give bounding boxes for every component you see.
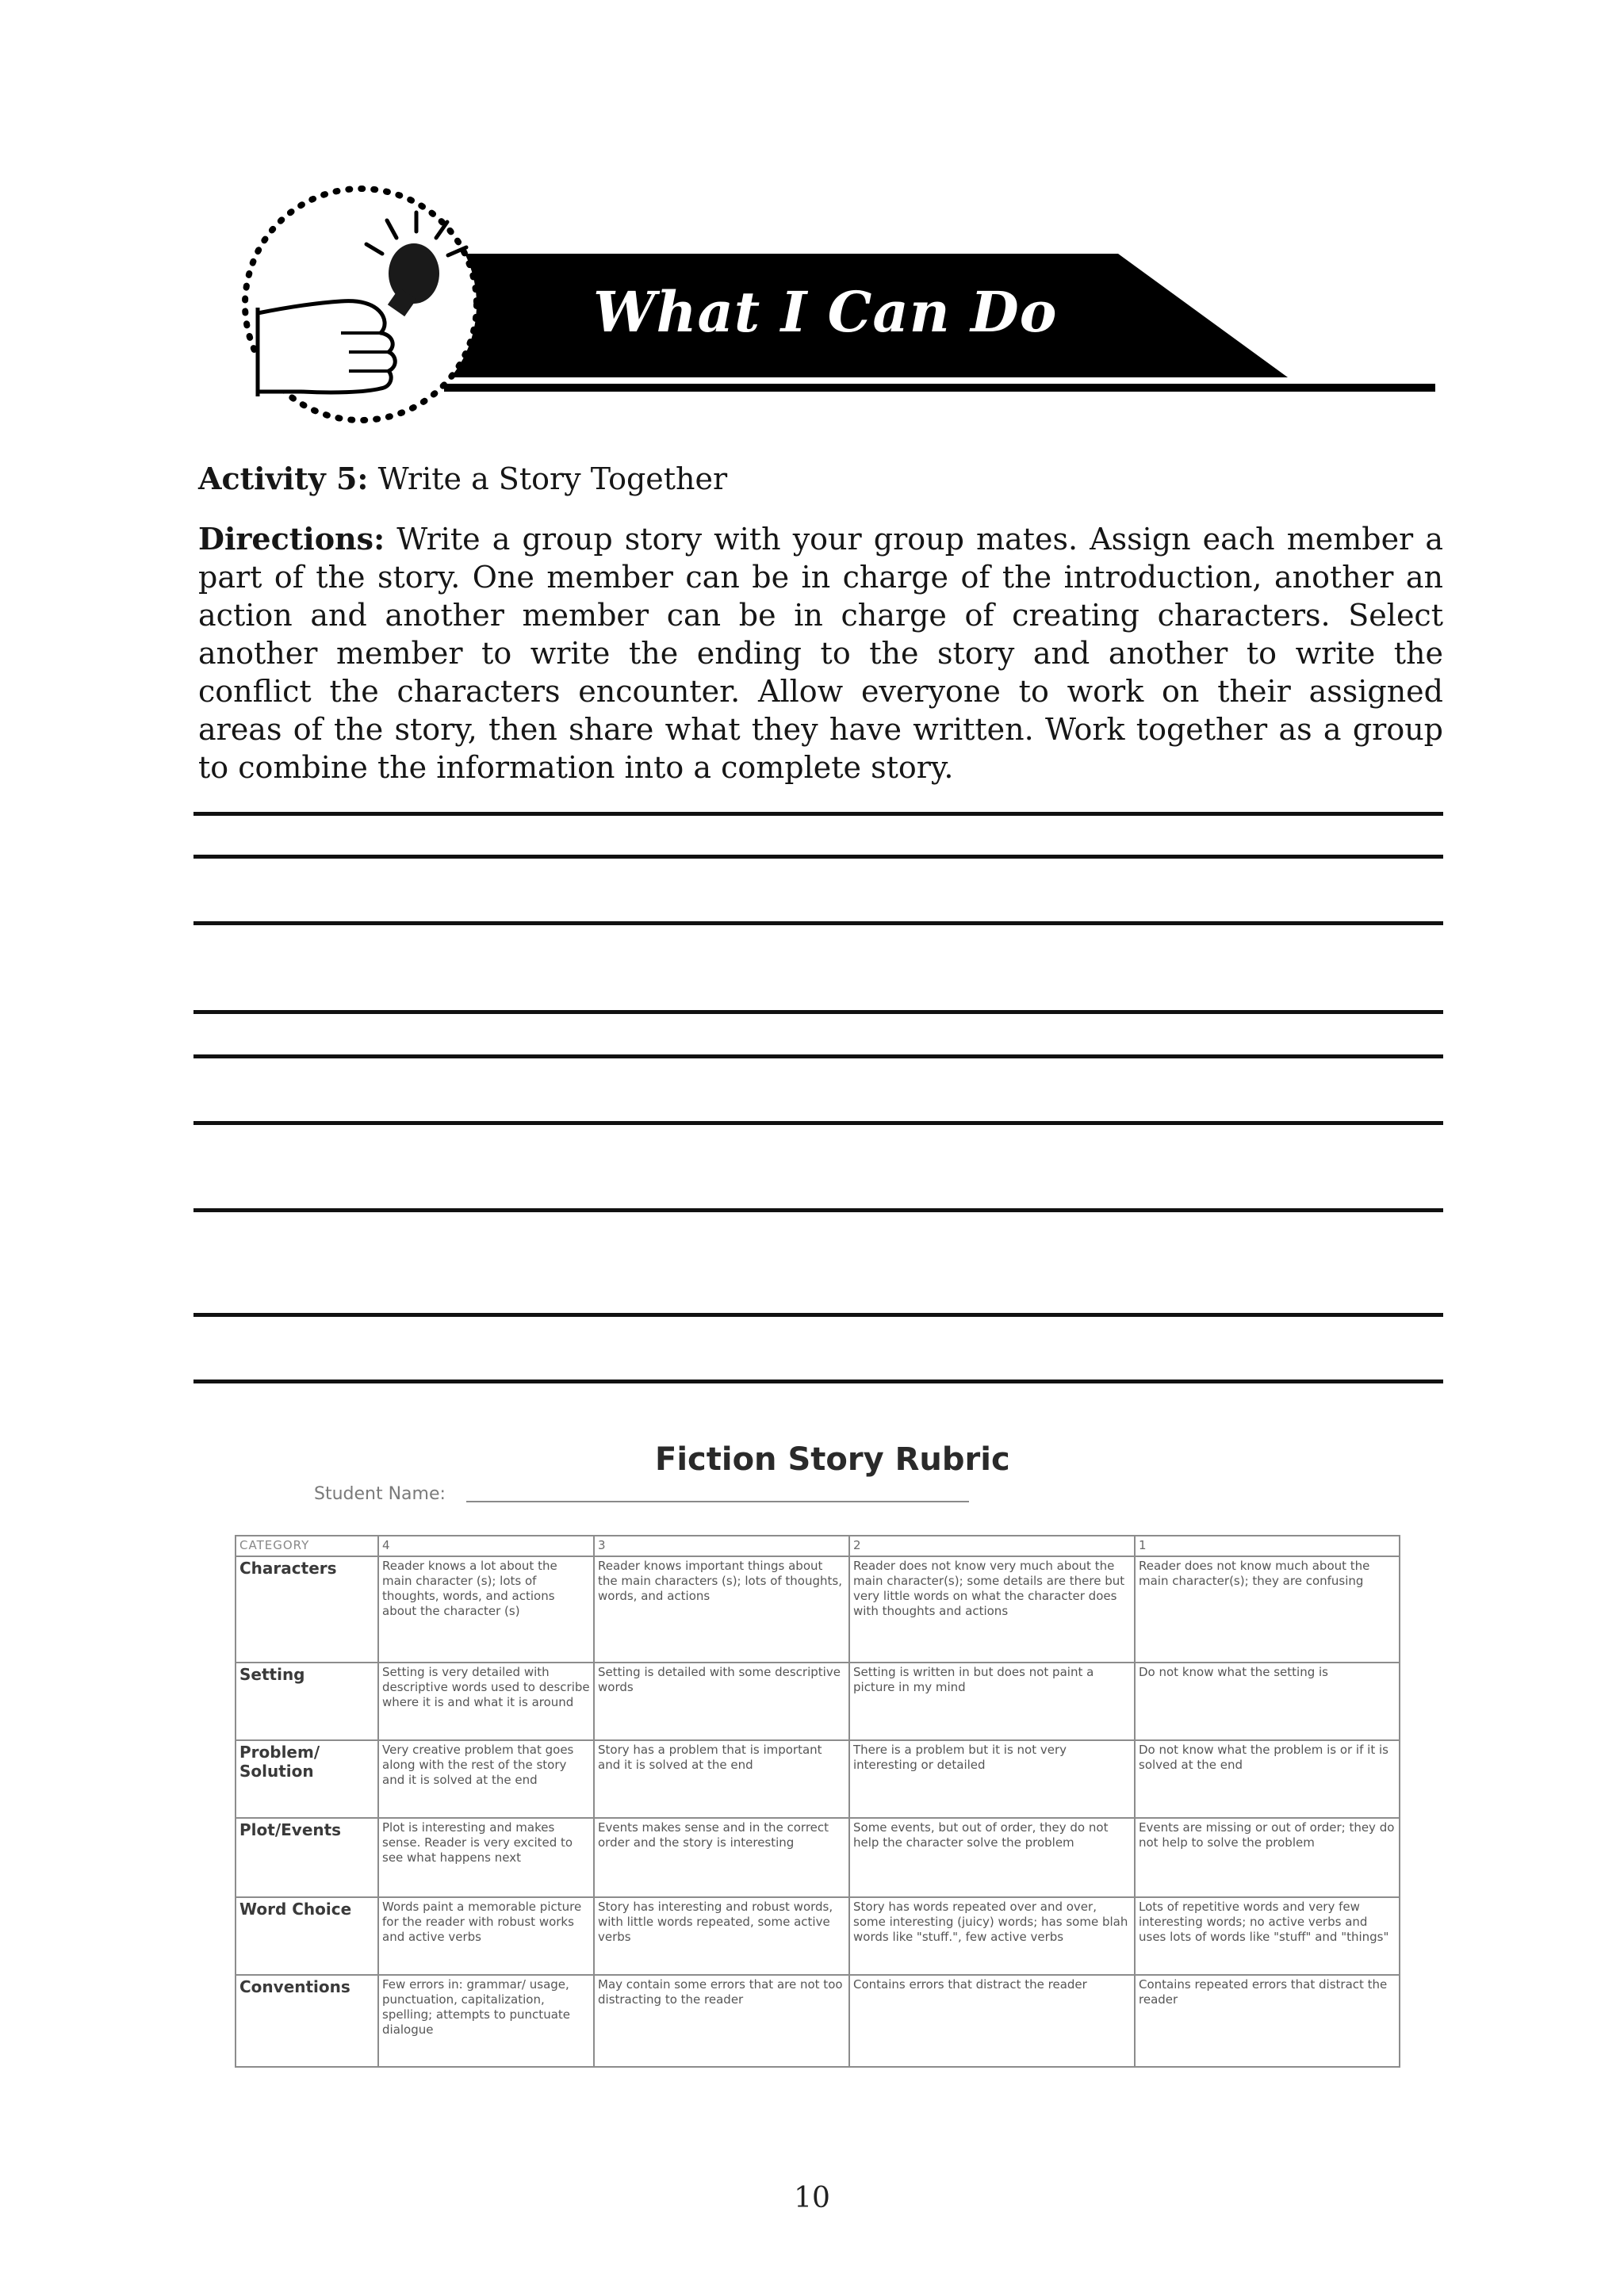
- activity-title: Write a Story Together: [377, 461, 728, 496]
- rubric-cell: Few errors in: grammar/ usage, punctuation, capitalization, spelling; attempts to punctuate dialogue: [378, 1975, 594, 2067]
- header-cell: 2: [849, 1536, 1135, 1556]
- header-banner: [0, 0, 1624, 444]
- rubric-cell: Events makes sense and in the correct order and the story is interesting: [594, 1818, 849, 1897]
- category-cell: Setting: [236, 1663, 378, 1740]
- rubric-cell: Words paint a memorable picture for the reader with robust works and active verbs: [378, 1897, 594, 1975]
- header-cell: CATEGORY: [236, 1536, 378, 1556]
- rubric-cell: Story has interesting and robust words, with little words repeated, some active verbs: [594, 1897, 849, 1975]
- rubric-cell: Setting is detailed with some descriptive words: [594, 1663, 849, 1740]
- activity-label: Activity 5:: [198, 461, 369, 496]
- section-title: What I Can Do: [593, 279, 1058, 345]
- rubric-cell: Setting is very detailed with descriptive words used to describe where it is and what it is around: [378, 1663, 594, 1740]
- rubric-row: [236, 1897, 1400, 1975]
- writing-line[interactable]: [193, 1208, 1443, 1212]
- writing-line[interactable]: [193, 1313, 1443, 1317]
- rubric-cell: There is a problem but it is not very interesting or detailed: [849, 1740, 1135, 1818]
- category-cell: Plot/Events: [236, 1818, 378, 1897]
- student-name-label: Student Name:: [314, 1484, 446, 1504]
- rubric-cell: Plot is interesting and makes sense. Reader is very excited to see what happens next: [378, 1818, 594, 1897]
- student-name-blank[interactable]: [466, 1501, 969, 1502]
- rubric-cell: Reader does not know much about the main character(s); they are confusing: [1135, 1556, 1400, 1663]
- rubric-cell: Story has a problem that is important and it is solved at the end: [594, 1740, 849, 1818]
- category-cell: Characters: [236, 1556, 378, 1663]
- rubric-title: Fiction Story Rubric: [655, 1441, 1010, 1478]
- header-cell: 4: [378, 1536, 594, 1556]
- rubric-cell: May contain some errors that are not too distracting to the reader: [594, 1975, 849, 2067]
- writing-line[interactable]: [193, 1380, 1443, 1383]
- page-number: 10: [794, 2182, 830, 2214]
- category-cell: Word Choice: [236, 1897, 378, 1975]
- rubric-cell: Do not know what the setting is: [1135, 1663, 1400, 1740]
- rubric-row: [236, 1975, 1400, 2067]
- rubric-table: [235, 1535, 1400, 2068]
- rubric-row: [236, 1556, 1400, 1663]
- rubric-row: [236, 1740, 1400, 1818]
- directions-text: Write a group story with your group mates. Assign each member a part of the story. One member can be in charge of the introduction, another an action and another member can be in charge of creating characters. Select another member to write the ending to the story and another to write the conflict the characters encounter. Allow everyone to work on their assigned areas of the story, then share what they have written. Work together as a group to combine the information into a complete story.: [198, 522, 1443, 785]
- activity-heading: [198, 460, 1443, 498]
- writing-line[interactable]: [193, 855, 1443, 859]
- rubric-cell: Do not know what the problem is or if it is solved at the end: [1135, 1740, 1400, 1818]
- rubric-cell: Reader does not know very much about the main character(s); some details are there but very little words on what the character does with thoughts and actions: [849, 1556, 1135, 1663]
- rubric-cell: Contains repeated errors that distract the reader: [1135, 1975, 1400, 2067]
- section-header: [0, 0, 1624, 444]
- writing-line[interactable]: [193, 921, 1443, 925]
- writing-line[interactable]: [193, 1010, 1443, 1014]
- rubric-header-row: [236, 1536, 1400, 1556]
- student-name-row: [314, 1484, 969, 1504]
- rubric-cell: Reader knows a lot about the main character (s); lots of thoughts, words, and actions about the character (s): [378, 1556, 594, 1663]
- rubric-cell: Setting is written in but does not paint a picture in my mind: [849, 1663, 1135, 1740]
- writing-line[interactable]: [193, 812, 1443, 816]
- directions-paragraph: [198, 520, 1443, 786]
- rubric-cell: Story has words repeated over and over, some interesting (juicy) words; has some blah words like "stuff.", few active verbs: [849, 1897, 1135, 1975]
- rubric-row: [236, 1818, 1400, 1897]
- banner-underline: [444, 384, 1435, 392]
- rubric-cell: Reader knows important things about the main characters (s); lots of thoughts, words, and actions: [594, 1556, 849, 1663]
- rubric-cell: Events are missing or out of order; they do not help to solve the problem: [1135, 1818, 1400, 1897]
- rubric-cell: Some events, but out of order, they do not help the character solve the problem: [849, 1818, 1135, 1897]
- category-cell: Conventions: [236, 1975, 378, 2067]
- rubric-row: [236, 1663, 1400, 1740]
- header-cell: 3: [594, 1536, 849, 1556]
- rubric-cell: Very creative problem that goes along with the rest of the story and it is solved at the end: [378, 1740, 594, 1818]
- writing-line[interactable]: [193, 1054, 1443, 1058]
- rubric-cell: Contains errors that distract the reader: [849, 1975, 1135, 2067]
- header-cell: 1: [1135, 1536, 1400, 1556]
- writing-line[interactable]: [193, 1121, 1443, 1125]
- category-cell: Problem/ Solution: [236, 1740, 378, 1818]
- rubric-cell: Lots of repetitive words and very few interesting words; no active verbs and uses lots of words like "stuff" and "things": [1135, 1897, 1400, 1975]
- directions-label: Directions:: [198, 521, 385, 557]
